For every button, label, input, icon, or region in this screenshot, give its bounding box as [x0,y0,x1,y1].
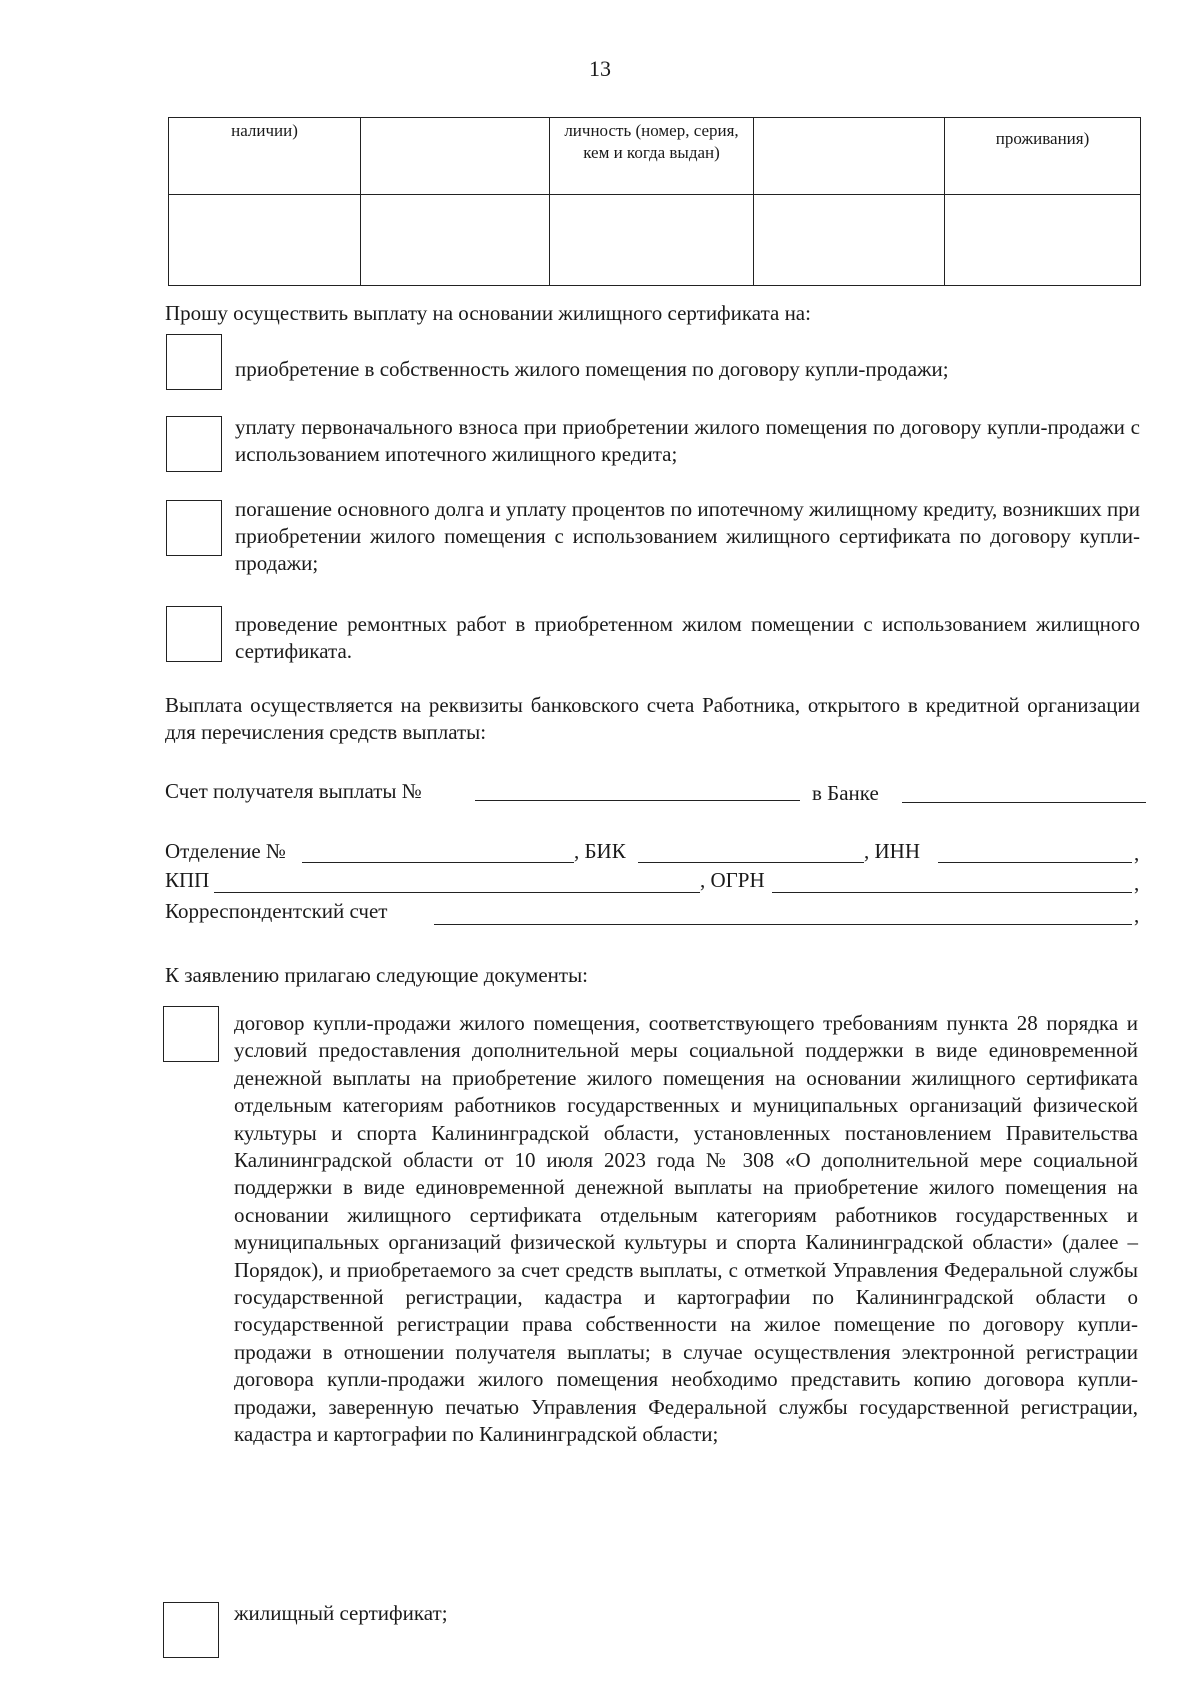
applicant-table [168,117,1141,286]
option-checkbox-down-payment[interactable] [166,416,222,472]
table-cell[interactable] [754,195,945,286]
bank-name-field[interactable] [902,802,1146,803]
corr-account-label: Корреспондентский счет [165,899,388,923]
table-cell: личность (номер, серия, кем и когда выдан) [550,118,754,195]
option-checkbox-mortgage-repayment[interactable] [166,500,222,556]
table-cell[interactable] [169,195,361,286]
branch-label: Отделение № [165,839,286,863]
table-cell[interactable] [945,195,1141,286]
request-intro: Прошу осуществить выплату на основании жилищного сертификата на: [165,301,811,325]
document-text-contract: договор купли-продажи жилого помещения, соответствующего требованиям пункта 28 порядка и условий предоставления дополнительной меры социальной поддержки в виде единовременной денежной выплаты на приобретение жилого помещения на основании жилищного сертификата отдельным категориям работников государственных и муниципальных организаций физической культуры и спорта Калининградской области, установленных постановлением Правительства Калининградской области от 10 июля 2023 года № 308 «О дополнительной мере социальной поддержки в виде единовременной денежной выплаты на приобретение жилого помещения на основании жилищного сертификата отдельным категориям работников государственных и муниципальных организаций физической культуры и спорта Калининградской области» (далее – Порядок), и приобретаемого за счет средств выплаты, с отметкой Управления Федеральной службы государственной регистрации, кадастра и картографии по Калининградской области о государственной регистрации права собственности на жилое помещение по договору купли-продажи в отношении получателя выплаты; в случае осуществления электронной регистрации договора купли-продажи жилого помещения необходимо представить копию договора купли-продажи, заверенную печатью Управления Федеральной службы государственной регистрации, кадастра и картографии по Калининградской области; [234,1011,1138,1447]
bank-intro: Выплата осуществляется на реквизиты банковского счета Работника, открытого в кредитной организации для перечисления средств выплаты: [165,693,1140,744]
table-cell[interactable] [361,195,550,286]
table-cell [754,118,945,195]
table-row [169,118,1141,195]
option-text-down-payment: уплату первоначального взноса при приобретении жилого помещения по договору купли-продажи с использованием ипотечного жилищного кредита; [235,415,1140,466]
comma: , [1134,841,1140,865]
ogrn-label: , ОГРН [700,868,765,892]
corr-account-field[interactable] [434,924,1132,925]
kpp-label: КПП [165,868,210,892]
table-row [169,195,1141,286]
bank-label: в Банке [812,781,879,805]
kpp-field[interactable] [214,892,700,893]
page-number: 13 [589,56,611,81]
comma: , [1134,903,1140,927]
option-text-mortgage-repayment: погашение основного долга и уплату процентов по ипотечному жилищному кредиту, возникших при приобретении жилого помещения с использованием жилищного сертификата по договору купли-продажи; [235,497,1140,575]
option-text-purchase: приобретение в собственность жилого помещения по договору купли-продажи; [235,357,949,381]
option-checkbox-renovation[interactable] [166,606,222,662]
inn-field[interactable] [938,862,1132,863]
comma: , [1134,871,1140,895]
account-label: Счет получателя выплаты № [165,779,422,803]
account-number-field[interactable] [475,800,800,801]
document-text-certificate: жилищный сертификат; [234,1601,448,1625]
document-checkbox-contract[interactable] [163,1006,219,1062]
bik-label: , БИК [574,839,626,863]
bik-field[interactable] [638,862,864,863]
ogrn-field[interactable] [772,892,1132,893]
document-checkbox-certificate[interactable] [163,1602,219,1658]
table-cell: наличии) [169,118,361,195]
table-cell [361,118,550,195]
branch-number-field[interactable] [302,862,574,863]
inn-label: , ИНН [864,839,920,863]
table-cell: проживания) [945,118,1141,195]
table-cell[interactable] [550,195,754,286]
option-checkbox-purchase[interactable] [166,334,222,390]
attach-intro: К заявлению прилагаю следующие документы: [165,963,589,987]
option-text-renovation: проведение ремонтных работ в приобретенном жилом помещении с использованием жилищного сертификата. [235,612,1140,663]
